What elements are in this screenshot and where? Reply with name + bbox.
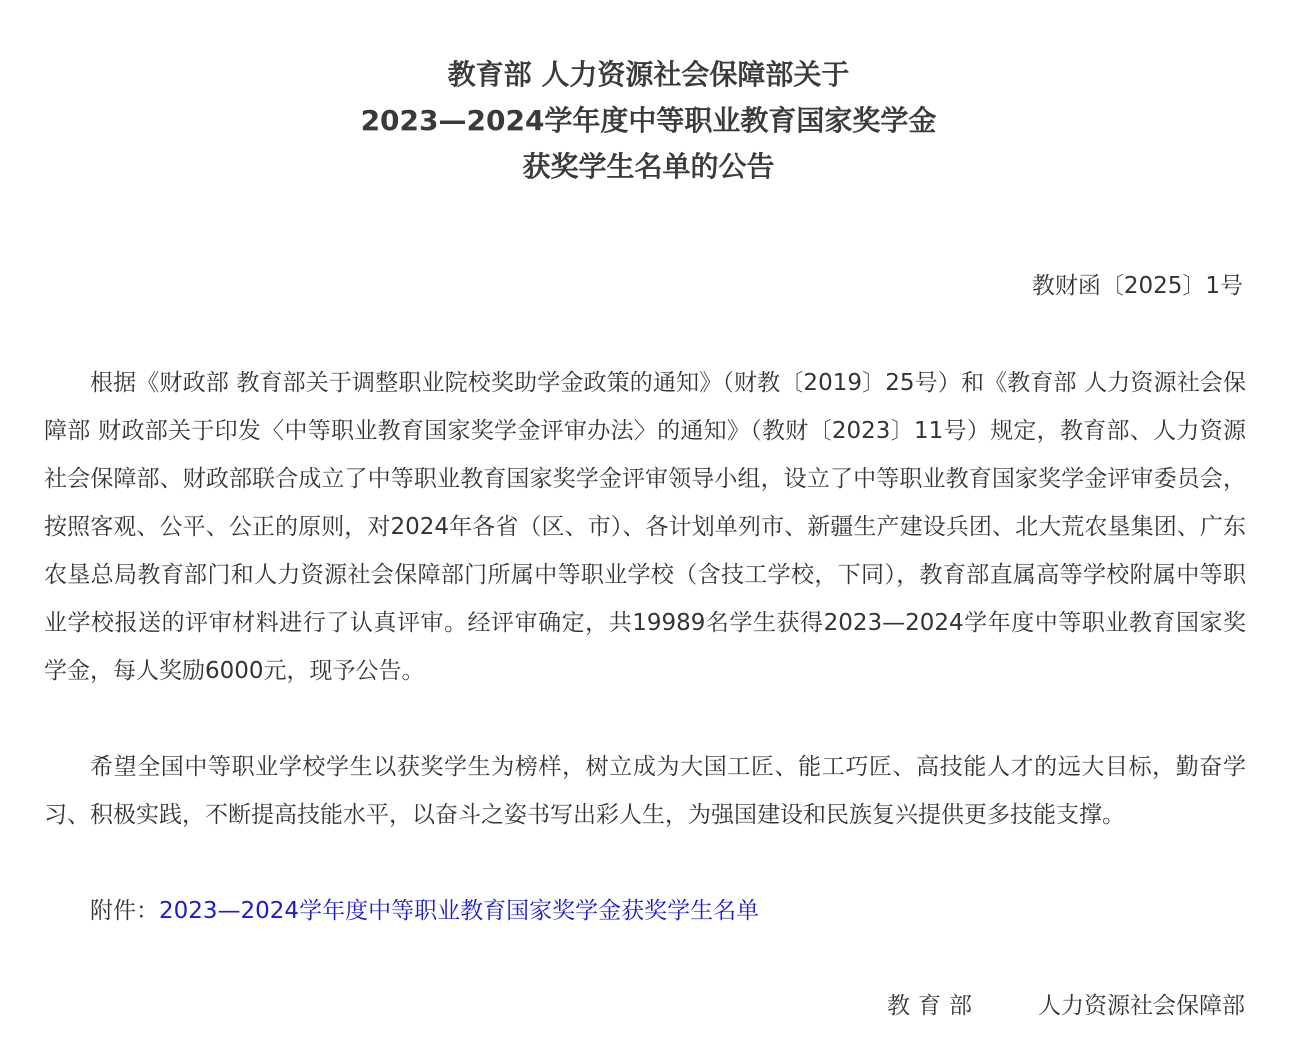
body-paragraph-2: 希望全国中等职业学校学生以获奖学生为榜样，树立成为大国工匠、能工巧匠、高技能人才的远大目标，勤奋学习、积极实践，不断提高技能水平，以奋斗之姿书写出彩人生，为强国建设和民族复兴提供更多技能支撑。 xyxy=(44,754,1246,828)
body-paragraph-1: 根据《财政部 教育部关于调整职业院校奖助学金政策的通知》（财教〔2019〕25号）和《教育部 人力资源社会保障部 财政部关于印发〈中等职业教育国家奖学金评审办法〉的通知》（教财〔2023〕11号）规定，教育部、人力资源社会保障部、财政部联合成立了中等职业教育国家奖学金评审领导小组，设立了中等职业教育国家奖学金评审委员会，按照客观、公平、公正的原则，对2024年各省（区、市）、各计划单列市、新疆生产建设兵团、北大荒农垦集团、广东农垦总局教育部门和人力资源社会保障部门所属中等职业学校（含技工学校，下同），教育部直属高等学校附属中等职业学校报送的评审材料进行了认真评审。经评审确定，共19989名学生获得2023—2024学年度中等职业教育国家奖学金，每人奖励6000元，现予公告。 xyxy=(44,370,1246,684)
announcement-title xyxy=(0,52,1297,190)
title-line-1: 教育部 人力资源社会保障部关于 xyxy=(447,58,850,91)
signature-ministry-of-education: 教育部 xyxy=(887,993,980,1019)
title-line-3: 获奖学生名单的公告 xyxy=(522,150,775,183)
signature-block xyxy=(887,984,1245,1028)
title-line-2: 2023—2024学年度中等职业教育国家奖学金 xyxy=(360,104,937,137)
attachment-label: 附件： xyxy=(90,898,159,924)
signature-mohrss: 人力资源社会保障部 xyxy=(1038,993,1245,1019)
attachment-link[interactable]: 2023—2024学年度中等职业教育国家奖学金获奖学生名单 xyxy=(159,898,760,924)
document-number: 教财函〔2025〕1号 xyxy=(1031,273,1243,299)
attachment-line xyxy=(90,887,759,935)
